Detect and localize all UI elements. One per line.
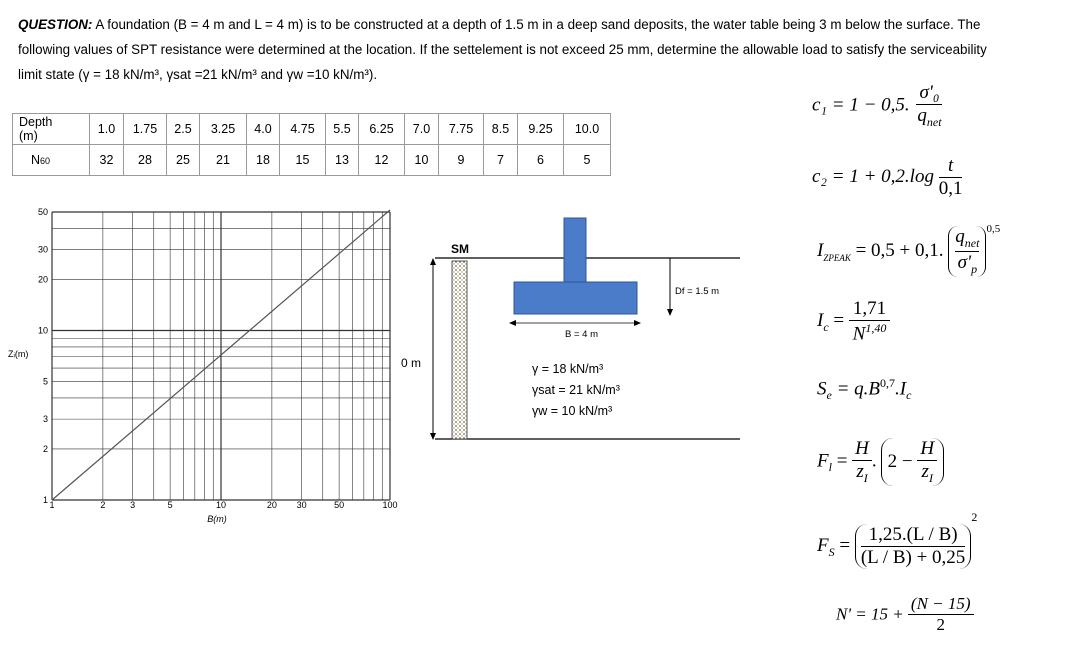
question-line-2: following values of SPT resistance were determined at the location. If the settelement is not exceed 25 mm, determine the allowable load to satisfy the serviceability [18,42,987,57]
question-text [18,12,1048,87]
x-tick-label: 5 [167,500,173,510]
footing-column [564,218,586,290]
formula-ic: $I_c$ = $\frac{1,71}{N^{1,40}}$ [817,298,890,345]
b-label: B = 4 m [565,329,598,340]
x-axis-label: B(m) [207,514,227,524]
b-arrow-right [634,320,641,326]
depth-cell: 6.25 [359,114,405,145]
n60-cell: 5 [564,145,611,176]
x-tick-label: 100 [382,500,398,510]
x-tick-label: 3 [130,500,136,510]
depth-cell: 1.0 [90,114,124,145]
n60-cell: 21 [200,145,247,176]
y-tick-label: 3 [42,414,48,425]
n60-cell: 7 [484,145,518,176]
depth-cell: 7.75 [439,114,484,145]
gamma-w-label: γw = 10 kN/m³ [532,404,613,418]
depth-cell: 1.75 [124,114,167,145]
x-tick-label: 20 [266,500,277,510]
depth-cell: 5.5 [326,114,359,145]
df-arrow-head [667,309,673,316]
y-tick-labels [38,207,48,505]
n60-cell: 28 [124,145,167,176]
y-tick-label: 50 [37,207,48,217]
formula-n-prime: N' = 15 + $\frac{(N - 15)}{2}$ [836,594,974,635]
formula-se: $S_e = q.B^{0,7}.I_c$ [817,376,912,403]
formula-izpeak: $I_{ZPEAK} = 0,5 + 0,1$. $q_{net}$ $\sigma'_p$ $^{0,5}$ [817,223,1001,276]
formula-c2: c₂ = 1 + 0,2.log $\frac{t}{0,1}$ [812,155,963,199]
x-tick-labels [49,500,397,510]
n60-cell: 32 [90,145,124,176]
y-tick-label: 2 [42,443,48,454]
depth-cell: 4.0 [247,114,280,145]
spt-table [12,113,611,176]
question-line-1: A foundation (B = 4 m and L = 4 m) is to be constructed at a depth of 1.5 m in a deep sand deposits, the water table being 3 m below the surface. The [92,17,981,32]
y-tick-label: 5 [42,376,48,387]
n60-cell: 10 [405,145,439,176]
n60-cell: 15 [280,145,326,176]
arrow-head-up [430,258,436,265]
depth-cell: 4.75 [280,114,326,145]
gamma-label: γ = 18 kN/m³ [532,362,604,376]
depth-cell: 9.25 [518,114,564,145]
borehole-sm [452,261,467,439]
n60-cell: 25 [167,145,200,176]
formula-c1: c₁ = 1 − 0,5. σ'₀ $q_{net}$ [812,82,942,129]
zero-label: 0 m [401,356,422,370]
n60-row [13,145,611,176]
depth-cell: 8.5 [484,114,518,145]
n60-cell: 6 [518,145,564,176]
df-label: Df = 1.5 m [675,286,720,297]
y-tick-label: 20 [37,274,48,285]
depth-cell: 2.5 [167,114,200,145]
depth-header: Depth (m) [13,114,90,145]
y-tick-label: 1 [42,495,48,505]
formula-fl: $F_l$ = $\frac{H}{z_I}$ . 2 − $\frac{H}{z_I}$ [817,438,944,486]
b-arrow-left [509,320,516,326]
question-line-3: limit state (γ = 18 kN/m³, γsat =21 kN/m³ and γw =10 kN/m³). [18,67,378,82]
x-tick-label: 30 [296,500,307,510]
y-tick-label: 10 [37,325,48,336]
depth-cell: 7.0 [405,114,439,145]
formula-fs: $F_S$ = $\frac{1,25.(L / B)}{(L / B) + 0,25}$ $^2$ [817,510,978,569]
y-tick-label: 30 [37,244,48,255]
n60-cell: 12 [359,145,405,176]
influence-depth-graph [0,200,420,530]
x-tick-label: 1 [49,500,55,510]
depth-cell: 3.25 [200,114,247,145]
footing [514,218,637,314]
n60-cell: 9 [439,145,484,176]
x-tick-label: 10 [215,500,227,510]
y-axis-label: Zᵢ(m) [8,349,29,359]
footing-base [514,282,637,314]
n60-cell: 13 [326,145,359,176]
x-tick-label: 2 [100,500,106,510]
n60-cell: 18 [247,145,280,176]
depth-row [13,114,611,145]
question-label: QUESTION: [18,17,93,32]
soil-profile [395,205,750,450]
gamma-sat-label: γsat = 21 kN/m³ [532,383,620,397]
n60-header: N60 [13,145,90,176]
sm-label: SM [451,242,469,256]
depth-cell: 10.0 [564,114,611,145]
x-tick-label: 50 [334,500,345,510]
